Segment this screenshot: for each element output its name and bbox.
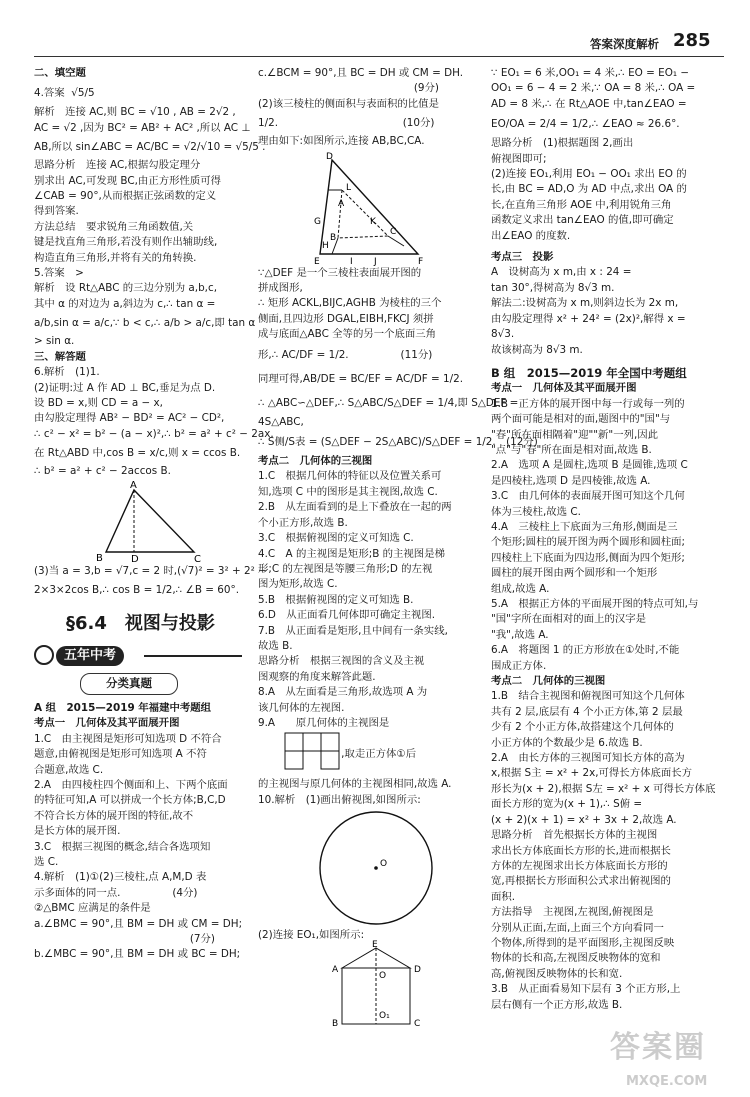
text-line: 四棱柱上下底面为四边形,侧面为四个矩形;: [491, 551, 685, 564]
text-line: 合题意,故选 C.: [34, 763, 104, 776]
text-line: 由勾股定理得 x² + 24² = (2x)²,解得 x =: [491, 312, 686, 325]
text-line: 由勾股定理得 AB² − BD² = AC² − CD²,: [34, 412, 225, 425]
text-line: 出∠EAO 的度数.: [491, 229, 571, 242]
page-header: [0, 0, 750, 54]
text-line: 是长方体的展开图.: [34, 825, 121, 838]
label-D: D: [326, 151, 333, 162]
text-line: "春"所在面相隔着"迎""新"一列,因此: [491, 428, 659, 441]
column-right: [491, 66, 723, 1013]
text-line: 形;C 的左视图是等腰三角形;D 的左视: [258, 562, 433, 575]
text-line: 4S△ABC,: [258, 415, 304, 428]
text-line: "我",故选 A.: [491, 628, 549, 641]
label-A: A: [338, 198, 345, 209]
text-line: 长,由 BC = AD,O 为 AD 中点,求出 OA 的: [491, 183, 687, 196]
text-line: AD = 8 米,∴ 在 Rt△AOE 中,tan∠EAO =: [491, 97, 687, 110]
section-heading: 三、解答题: [34, 350, 86, 363]
topic-heading: 考点一 几何体及其平面展开图: [34, 717, 180, 730]
text-line: 个物体,所得到的是平面图形,主视图反映: [491, 936, 675, 949]
text-line: 方法指导 主视图,左视图,俯视图是: [491, 906, 654, 919]
text-line: c.∠BCM = 90°,且 BC = DH 或 CM = DH.: [258, 67, 464, 79]
text-line: (2)连接 EO₁,利用 EO₁ − OO₁ 求出 EO 的: [491, 168, 687, 181]
text-line: 体为三棱柱,故选 C.: [491, 505, 581, 518]
column-left: [34, 66, 274, 963]
label-H: H: [322, 240, 329, 251]
text-line: 物体的长和高,左视图反映物体的宽和: [491, 952, 661, 965]
text-line: 2.B 从左面看到的是上下叠放在一起的两: [258, 501, 452, 514]
text-line: 故该树高为 8√3 m.: [491, 343, 583, 356]
side-view-figure: [258, 939, 473, 1029]
text-line: 2.A 选项 A 是圆柱,选项 B 是圆锥,选项 C: [491, 459, 688, 472]
edge-line: [388, 236, 404, 246]
text-line: (3)当 a = 3,b = √7,c = 2 时,(√7)² = 3² + 2² −: [34, 564, 267, 577]
topic-heading: 考点一 几何体及其平面展开图: [491, 382, 637, 395]
text-line: 分别从正面,左面,上面三个方向看同一: [491, 921, 664, 934]
text-line: 函数定义求出 tan∠EAO 的值,即可确定: [491, 214, 674, 227]
label-B: B: [96, 552, 103, 564]
group-heading: B 组 2015—2019 年全国中考题组: [491, 365, 687, 380]
text-line: 3.C 根据俯视图的定义可知选 C.: [258, 532, 414, 545]
text-line: 个矩形;圆柱的展开图为两个圆形和圆柱面;: [491, 536, 686, 549]
label-F: F: [418, 256, 424, 267]
text-line: "国"字所在面相对的面上的汉字是: [491, 613, 647, 626]
text-line: 的特征可知,A 可以拼成一个长方体;B,C,D: [34, 794, 226, 807]
text-line: 长,在直角三角形 AOE 中,利用锐角三角: [491, 198, 672, 211]
text-line: ∵ EO₁ = 6 米,OO₁ = 4 米,∴ EO = EO₁ −: [491, 67, 690, 79]
text-line: 2.A 由长方体的三视图可知长方体的高为: [491, 752, 685, 765]
text-line: ∠CAB = 90°,从而根据正弦函数的定义: [34, 190, 217, 203]
label-D: D: [414, 964, 421, 975]
text-line: 5.答案 >: [34, 267, 84, 280]
text-line: 6.D 从正面看几何体即可确定主视图.: [258, 609, 436, 622]
text-line: 3.C 由几何体的表面展开图可知这个几何: [491, 490, 685, 503]
text-line: 8.A 从左面看是三角形,故选项 A 为: [258, 686, 428, 699]
text-line: A 设树高为 x m,由 x : 24 =: [491, 266, 632, 279]
text-line: 选 C.: [34, 856, 59, 868]
text-line: 4.A 三棱柱上下底面为三角形,侧面是三: [491, 520, 678, 533]
text-line: EO/OA = 2/4 = 1/2,∴ ∠EAO ≈ 26.6°.: [491, 118, 680, 131]
center-point: [374, 866, 378, 870]
label-C: C: [414, 1018, 421, 1029]
text-line: 共有 2 层,底层有 4 个小正方体,第 2 层最: [491, 705, 683, 718]
text-line: 思路分析 (1)根据题图 2,画出: [491, 137, 634, 150]
text-line: 思路分析 首先根据长方体的主视图: [491, 829, 658, 842]
text-line: > sin α.: [34, 335, 75, 348]
text-line: "点"与"春"所在面是相对面,故选 B.: [491, 443, 652, 456]
sub-banner: 分类真题: [80, 673, 178, 695]
front-view-row: [258, 731, 473, 777]
top-view-figure: [258, 808, 473, 928]
banner-label: 五年中考: [56, 646, 124, 666]
text-line: ∵△DEF 是一个三棱柱表面展开图的: [258, 266, 422, 279]
text-line: (2)连接 EO₁,如图所示:: [258, 929, 365, 942]
text-line: 两个面可能是相对的面,题图中的"国"与: [491, 413, 671, 426]
text-line: ∴ △ABC∽△DEF,∴ S△ABC/S△DEF = 1/4,即 S△DEF =: [258, 396, 519, 409]
text-line: 在 Rt△ABD 中,cos B = x/c,则 x = ccos B.: [34, 447, 241, 460]
text-line: 解析 连接 AC,则 BC = √10 , AB = 2√2 ,: [34, 106, 236, 119]
text-line: 形长为(x + 2),根据 S左 = x² + x 可得长方体底: [491, 782, 716, 795]
header-title: 答案深度解析: [590, 37, 659, 51]
text-line: 其中 α 的对边为 a,斜边为 c,∴ tan α =: [34, 297, 216, 310]
text-line: 1.C 由主视图是矩形可知选项 D 不符合: [34, 732, 222, 745]
watermark-url: MXQE.COM: [626, 1074, 708, 1089]
text-line: 4.答案 √5/5: [34, 87, 95, 100]
text-line: 俯视图即可;: [491, 152, 547, 165]
text-line: 5.B 根据俯视图的定义可知选 B.: [258, 593, 414, 606]
label-E: E: [314, 256, 320, 267]
text-line: (x + 2)(x + 1) = x² + 3x + 2,故选 A.: [491, 813, 677, 826]
text-line: 的主视图与原几何体的主视图相同,故选 A.: [258, 778, 452, 791]
section-heading: 二、填空题: [34, 67, 86, 79]
text-line: 4.C A 的主视图是矩形;B 的主视图是梯: [258, 547, 445, 560]
label-E: E: [372, 939, 378, 950]
banner-rule: [144, 655, 242, 657]
label-J: J: [374, 256, 377, 267]
label-C: C: [390, 226, 397, 237]
text-line: (9分): [258, 82, 439, 95]
text-line: 理由如下:如图所示,连接 AB,BC,CA.: [258, 135, 425, 148]
label-L: L: [346, 182, 352, 193]
text-line: 1.C 根据几何体的特征以及位置关系可: [258, 470, 442, 483]
text-line: ∴ S侧/S表 = (S△DEF − 2S△ABC)/S△DEF = 1/2. (12分): [258, 436, 538, 449]
text-line: 6.解析 (1)1.: [34, 366, 100, 379]
text-line: 层右侧有一个正方形,故选 B.: [491, 998, 623, 1011]
label-A: A: [130, 479, 137, 491]
text-line: AC = √2 ,因为 BC² = AB² + AC² ,所以 AC ⊥: [34, 121, 251, 134]
label-G: G: [314, 216, 321, 227]
text-line: 故选 B.: [258, 639, 293, 652]
text-line: (7分): [34, 933, 215, 946]
text-line: 示多面体的同一点. (4分): [34, 886, 198, 899]
text-line: 1/2. (10分): [258, 117, 435, 130]
label-C: C: [194, 553, 201, 565]
topic-heading: 考点三 投影: [491, 251, 554, 264]
text-line: 该几何体的左视图.: [258, 701, 345, 714]
text-line: (2)证明:过 A 作 AD ⊥ BC,垂足为点 D.: [34, 381, 216, 394]
text-line: 键是找直角三角形,若没有则作出辅助线,: [34, 236, 218, 249]
text-line: tan 30°,得树高为 8√3 m.: [491, 281, 615, 294]
text-line: ∴ c² − x² = b² − (a − x)²,∴ b² = a² + c² − 2ax.: [34, 427, 274, 440]
text-line: 图为矩形,故选 C.: [258, 578, 338, 591]
text-line: 少有 2 个小正方体,故搭建这个几何体的: [491, 721, 674, 734]
text-line: 图观察的角度来解答此题.: [258, 670, 376, 683]
topic-heading: 考点二 几何体的三视图: [491, 675, 606, 688]
text-line: 7.B 从正面看是矩形,且中间有一条实线,: [258, 624, 448, 637]
text-line: 高,俯视图反映物体的长和宽.: [491, 967, 623, 980]
label-K: K: [370, 216, 376, 227]
text-line: a.∠BMC = 90°,且 BM = DH 或 CM = DH;: [34, 917, 243, 930]
text-line: 小正方体的个数最少是 6.故选 B.: [491, 736, 643, 749]
text-line: 解法二:设树高为 x m,则斜边长为 2x m,: [491, 297, 679, 310]
text-line: 是四棱柱,选项 D 是四棱锥,故选 A.: [491, 474, 651, 487]
text-line: 3.B 从正面看易知下层有 3 个正方形,上: [491, 983, 681, 996]
text-line: 圆柱的展开图由两个圆形和一个矩形: [491, 567, 658, 580]
text-line: 拼成图形,: [258, 282, 303, 295]
text-line: 2×3×2cos B,∴ cos B = 1/2,∴ ∠B = 60°.: [34, 583, 240, 596]
text-line: 9.A 原几何体的主视图是: [258, 716, 390, 729]
text-line: 设 BD = x,则 CD = a − x,: [34, 396, 163, 409]
text-line: b.∠MBC = 90°,且 BM = DH 或 BC = DH;: [34, 948, 241, 961]
text-line: 别求出 AC,可发现 BC,由正方形性质可得: [34, 174, 222, 187]
text-line: 个小正方形,故选 B.: [258, 516, 348, 529]
text-line: 5.A 根据正方体的平面展开图的特点可知,与: [491, 598, 699, 610]
text-line: ∴ b² = a² + c² − 2accos B.: [34, 465, 171, 478]
text-line: 成与底面△ABC 全等的另一个底面三角: [258, 328, 437, 341]
label-B: B: [330, 232, 337, 243]
label-O: O: [379, 970, 387, 981]
text-line: 不符合长方体的展开图的特征,故不: [34, 809, 194, 822]
text-line: 面积.: [491, 890, 516, 903]
header-rule: [34, 56, 724, 57]
banner: [34, 643, 242, 669]
text-line: 方法总结 要求锐角三角函数值,关: [34, 220, 194, 233]
text-line: 6.A 将题图 1 的正方形放在①处时,不能: [491, 644, 680, 657]
triangle-figure: [34, 480, 242, 564]
prism-net-figure: [258, 150, 473, 266]
text-line: ∴ 矩形 ACKL,BIJC,AGHB 为棱柱的三个: [258, 297, 442, 310]
section-title: §6.4 视图与投影: [66, 612, 215, 634]
text-line: OO₁ = 6 − 4 = 2 米,∵ OA = 8 米,∴ OA =: [491, 82, 696, 95]
text-line: AB,所以 sin∠ABC = AC/BC = √2/√10 = √5/5 .: [34, 141, 266, 154]
text-line: 2.A 由四棱柱四个侧面和上、下两个底面: [34, 778, 228, 791]
text-line: ,取走正方体①后: [258, 748, 417, 761]
label-O: O: [380, 859, 388, 870]
text-line: 思路分析 根据三视图的含义及主视: [258, 655, 425, 668]
text-line: 知,选项 C 中的图形是其主视图,故选 C.: [258, 485, 438, 498]
label-O1: O₁: [379, 1010, 390, 1021]
label-B: B: [332, 1018, 339, 1029]
text-line: 4.解析 (1)①(2)三棱柱,点 A,M,D 表: [34, 871, 207, 884]
page-number: 285: [673, 30, 711, 51]
label-I: I: [350, 256, 353, 267]
text-line: 求出长方体底面长方形的长,进而根据长: [491, 844, 671, 857]
text-line: 构造直角三角形,并将有关的角转换.: [34, 251, 197, 264]
text-line: 思路分析 连接 AC,根据勾股定理分: [34, 159, 201, 172]
text-line: 方体的左视图求出长方体底面长方形的: [491, 859, 668, 872]
text-line: 1.B 正方体的展开图中每一行或每一列的: [491, 397, 685, 410]
text-line: x,根据 S主 = x² + 2x,可得长方体底面长方: [491, 767, 693, 780]
text-line: 形,∴ AC/DF = 1/2. (11分): [258, 348, 433, 361]
text-line: ②△BMC 应满足的条件是: [34, 902, 151, 915]
label-D: D: [131, 553, 139, 565]
text-line: 10.解析 (1)画出俯视图,如图所示:: [258, 793, 421, 806]
label-A: A: [332, 964, 339, 975]
triangle-shape: [106, 490, 194, 552]
group-heading: A 组 2015—2019 年福建中考题组: [34, 701, 212, 714]
text-line: 题意,由俯视图是矩形可知选项 A 不符: [34, 748, 207, 761]
watermark-logo: 答案圈: [610, 1030, 706, 1065]
text-line: 8√3.: [491, 328, 515, 341]
topic-heading: 考点二 几何体的三视图: [258, 455, 373, 468]
text-line: 面长方形的宽为(x + 1),∴ S俯 =: [491, 798, 643, 811]
text-line: 得到答案.: [34, 205, 79, 218]
text-line: 3.C 根据三视图的概念,结合各选项知: [34, 840, 211, 853]
text-line: 解析 设 Rt△ABC 的三边分别为 a,b,c,: [34, 282, 217, 295]
text-line: 组成,故选 A.: [491, 582, 550, 595]
text-line: 围成正方体.: [491, 659, 547, 672]
text-line: (2)该三棱柱的侧面积与表面积的比值是: [258, 97, 439, 110]
text-line: 侧面,且四边形 DGAL,EIBH,FKCJ 须拼: [258, 312, 434, 325]
text-line: 1.B 结合主视图和俯视图可知这个几何体: [491, 690, 685, 703]
text-line: 同理可得,AB/DE = BC/EF = AC/DF = 1/2.: [258, 372, 464, 385]
text-line: 宽,再根据长方形面积公式求出俯视图的: [491, 875, 671, 888]
mascot-icon: [34, 645, 54, 665]
text-line: a/b,sin α = a/c,∵ b < c,∴ a/b > a/c,即 tan α: [34, 317, 256, 330]
